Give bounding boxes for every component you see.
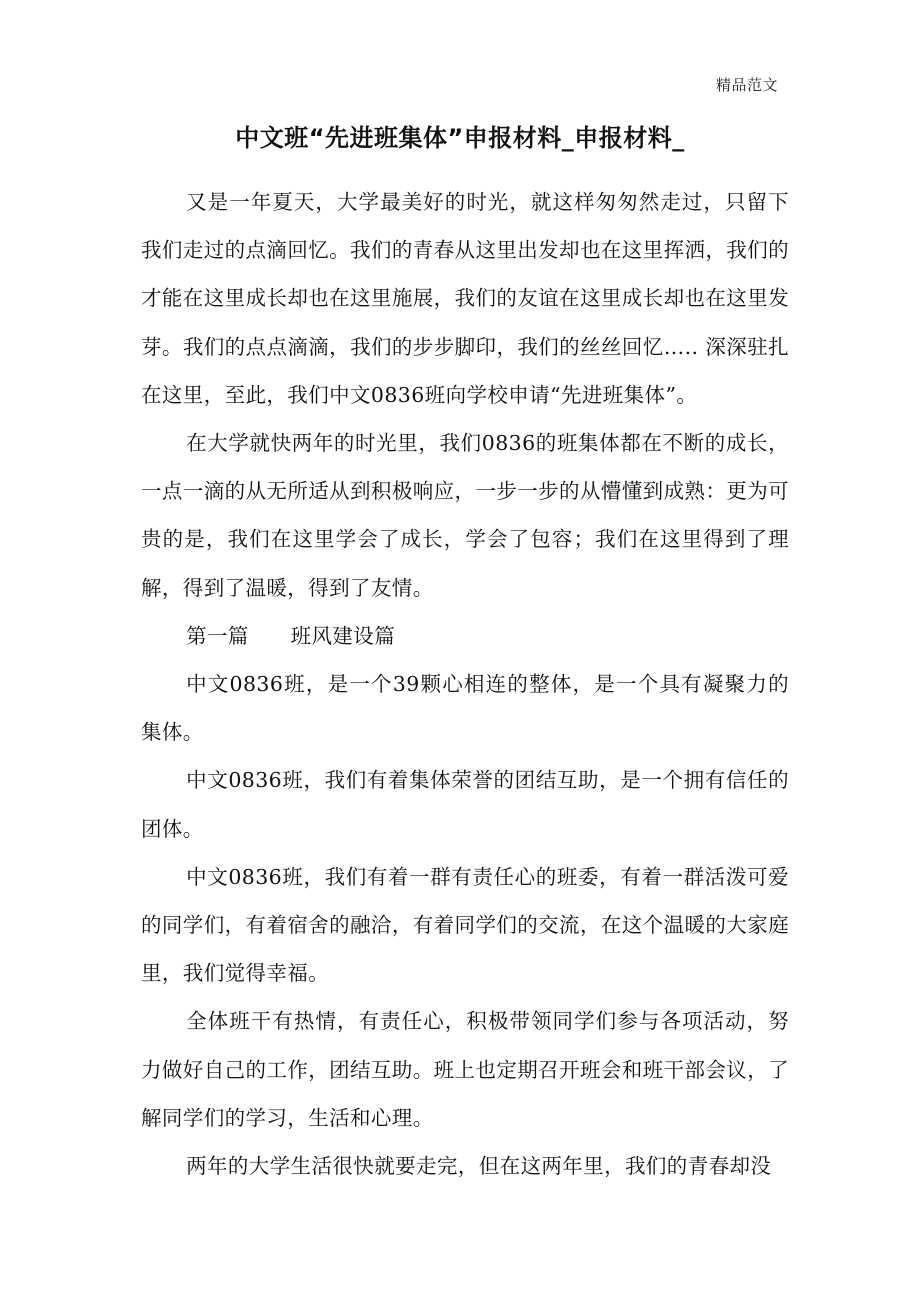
paragraph: 全体班干有热情，有责任心，积极带领同学们参与各项活动，努力做好自己的工作，团结互助。班上也定期召开班会和班干部会议，了解同学们的学习，生活和心理。 xyxy=(141,1009,789,1130)
header-tag: 精品范文 xyxy=(715,76,778,94)
section-heading: 第一篇 班风建设篇 xyxy=(186,623,396,648)
paragraph: 在大学就快两年的时光里，我们0836的班集体都在不断的成长，一点一滴的从无所适从到积极响应，一步一步的从懵懂到成熟：更为可贵的是，我们在这里学会了成长，学会了包容；我们在这里得到了理解，得到了温暖，得到了友情。 xyxy=(141,431,789,600)
paragraph: 中文0836班，我们有着集体荣誉的团结互助，是一个拥有信任的团体。 xyxy=(141,768,789,841)
paragraph: 又是一年夏天，大学最美好的时光，就这样匆匆然走过，只留下我们走过的点滴回忆。我们的青春从这里出发却也在这里挥洒，我们的才能在这里成长却也在这里施展，我们的友谊在这里成长却也在这里发芽。我们的点点滴滴，我们的步步脚印，我们的丝丝回忆….. 深深驻扎在这里，至此，我们中文0836班向学校申请“先进班集体”。 xyxy=(141,190,789,407)
paragraph: 中文0836班，是一个39颗心相连的整体，是一个具有凝聚力的集体。 xyxy=(141,672,789,745)
document-body xyxy=(141,178,789,1190)
document-title: 中文班“先进班集体”申报材料_申报材料_ xyxy=(235,124,685,152)
paragraph: 两年的大学生活很快就要走完，但在这两年里，我们的青春却没 xyxy=(186,1154,772,1179)
paragraph: 中文0836班，我们有着一群有责任心的班委，有着一群活泼可爱的同学们，有着宿舍的融洽，有着同学们的交流，在这个温暖的大家庭里，我们觉得幸福。 xyxy=(141,864,789,986)
